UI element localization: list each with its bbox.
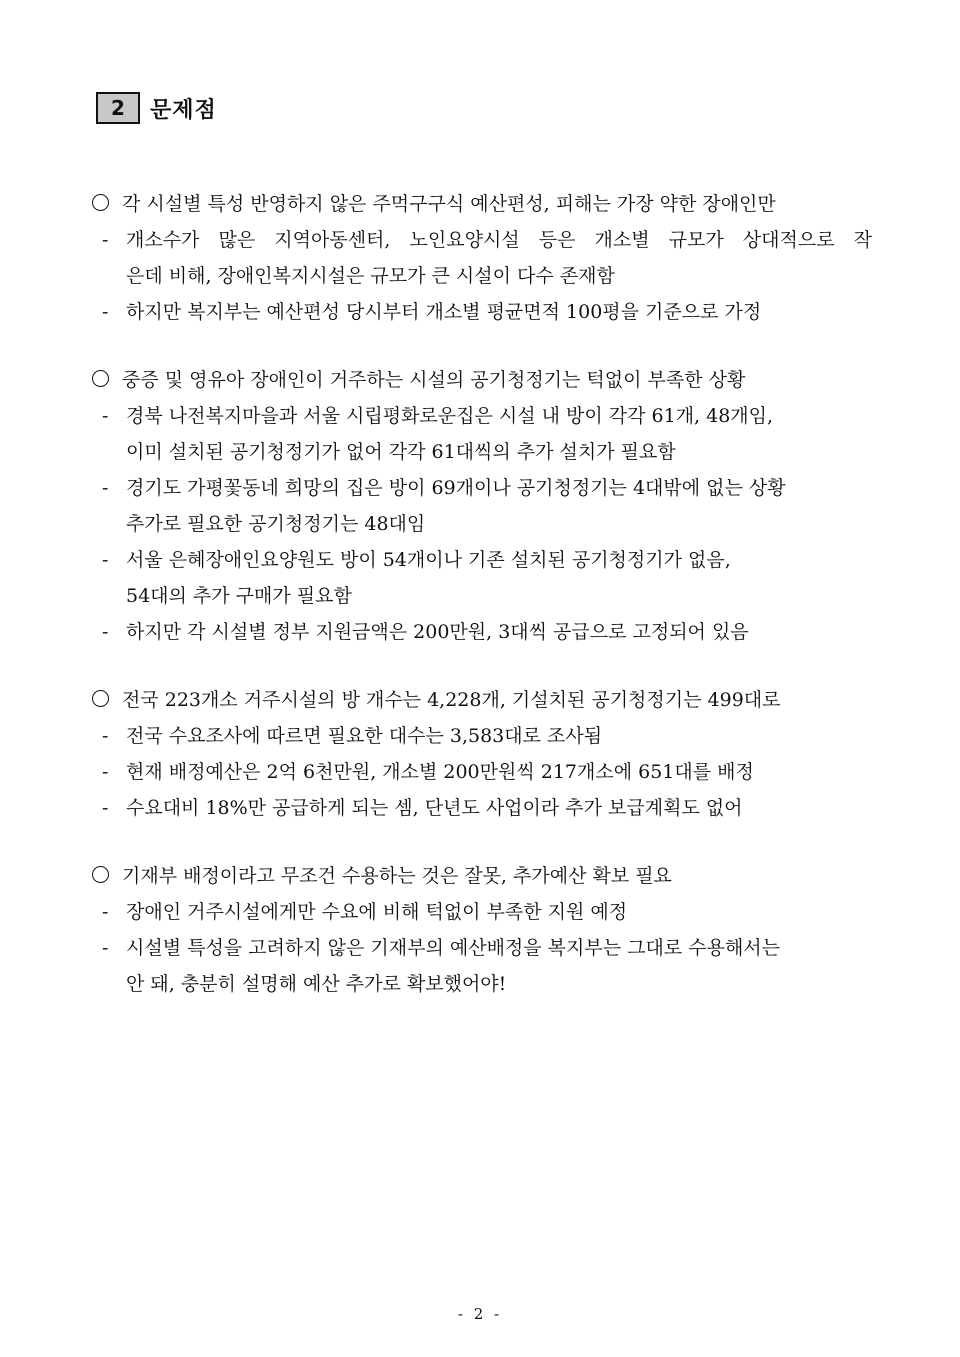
sub-item <box>92 542 872 578</box>
dash-marker: - <box>102 621 109 643</box>
sub-item-continuation: 추가로 필요한 공기청정기는 48대임 <box>126 513 426 535</box>
bullet-block <box>92 362 872 650</box>
sub-item-text: 현재 배정예산은 2억 6천만원, 개소별 200만원씩 217개소에 651대를 배정 <box>126 761 754 783</box>
bullet-heading-text: 기재부 배정이라고 무조건 수용하는 것은 잘못, 추가예산 확보 필요 <box>122 865 672 887</box>
sub-item-text: 서울 은혜장애인요양원도 방이 54개이나 기존 설치된 공기청정기가 없음, <box>126 549 731 571</box>
sub-item <box>92 222 872 258</box>
circle-bullet-icon <box>92 362 122 398</box>
circle-bullet-icon <box>92 186 122 222</box>
sub-item-text: 하지만 각 시설별 정부 지원금액은 200만원, 3대씩 공급으로 고정되어 있음 <box>126 621 749 643</box>
sub-item <box>92 614 872 650</box>
dash-marker: - <box>102 405 109 427</box>
dash-marker: - <box>102 937 109 959</box>
sub-item-continuation: 이미 설치된 공기청정기가 없어 각각 61대씩의 추가 설치가 필요함 <box>126 441 676 463</box>
dash-marker: - <box>102 229 109 251</box>
sub-item <box>92 754 872 790</box>
sub-item-continuation: 은데 비해, 장애인복지시설은 규모가 큰 시설이 다수 존재함 <box>126 265 615 287</box>
dash-marker: - <box>102 761 109 783</box>
sub-item-text: 하지만 복지부는 예산편성 당시부터 개소별 평균면적 100평을 기준으로 가정 <box>126 301 762 323</box>
page-number: - 2 - <box>457 1305 503 1323</box>
sub-item <box>92 294 872 330</box>
bullet-block <box>92 858 872 1002</box>
section-title: 문제점 <box>150 97 217 123</box>
bullet-heading-text: 중증 및 영유아 장애인이 거주하는 시설의 공기청정기는 턱없이 부족한 상황 <box>122 369 746 391</box>
section-heading <box>96 92 217 124</box>
sub-item <box>92 930 872 966</box>
sub-item <box>92 718 872 754</box>
sub-item-text: 개소수가 많은 지역아동센터, 노인요양시설 등은 개소별 규모가 상대적으로 작 <box>126 229 872 251</box>
bullet-heading-text: 전국 223개소 거주시설의 방 개수는 4,228개, 기설치된 공기청정기는 499대로 <box>122 689 781 711</box>
sub-item-text: 장애인 거주시설에게만 수요에 비해 턱없이 부족한 지원 예정 <box>126 901 628 923</box>
body-content <box>92 186 872 1034</box>
circle-bullet-icon <box>92 682 122 718</box>
bullet-block <box>92 186 872 330</box>
dash-marker: - <box>102 725 109 747</box>
sub-item <box>92 894 872 930</box>
sub-item <box>92 790 872 826</box>
sub-item-text: 시설별 특성을 고려하지 않은 기재부의 예산배정을 복지부는 그대로 수용해서는 <box>126 937 781 959</box>
sub-item-continuation: 54대의 추가 구매가 필요함 <box>126 585 352 607</box>
sub-item-text: 전국 수요조사에 따르면 필요한 대수는 3,583대로 조사됨 <box>126 725 603 747</box>
sub-item-continuation: 안 돼, 충분히 설명해 예산 추가로 확보했어야! <box>126 973 507 995</box>
bullet-block <box>92 682 872 826</box>
sub-item-text: 경북 나전복지마을과 서울 시립평화로운집은 시설 내 방이 각각 61개, 48개임, <box>126 405 774 427</box>
bullet-heading <box>92 858 872 894</box>
dash-marker: - <box>102 901 109 923</box>
sub-item <box>92 470 872 506</box>
sub-item-text: 수요대비 18%만 공급하게 되는 셈, 단년도 사업이라 추가 보급계획도 없어 <box>126 797 743 819</box>
bullet-heading-text: 각 시설별 특성 반영하지 않은 주먹구구식 예산편성, 피해는 가장 약한 장애인만 <box>122 193 776 215</box>
dash-marker: - <box>102 797 109 819</box>
circle-bullet-icon <box>92 858 122 894</box>
section-number-box: 2 <box>96 92 140 124</box>
sub-item <box>92 398 872 434</box>
bullet-heading <box>92 682 872 718</box>
bullet-heading <box>92 362 872 398</box>
dash-marker: - <box>102 301 109 323</box>
sub-item-text: 경기도 가평꽃동네 희망의 집은 방이 69개이나 공기청정기는 4대밖에 없는 상황 <box>126 477 786 499</box>
dash-marker: - <box>102 477 109 499</box>
bullet-heading <box>92 186 872 222</box>
dash-marker: - <box>102 549 109 571</box>
